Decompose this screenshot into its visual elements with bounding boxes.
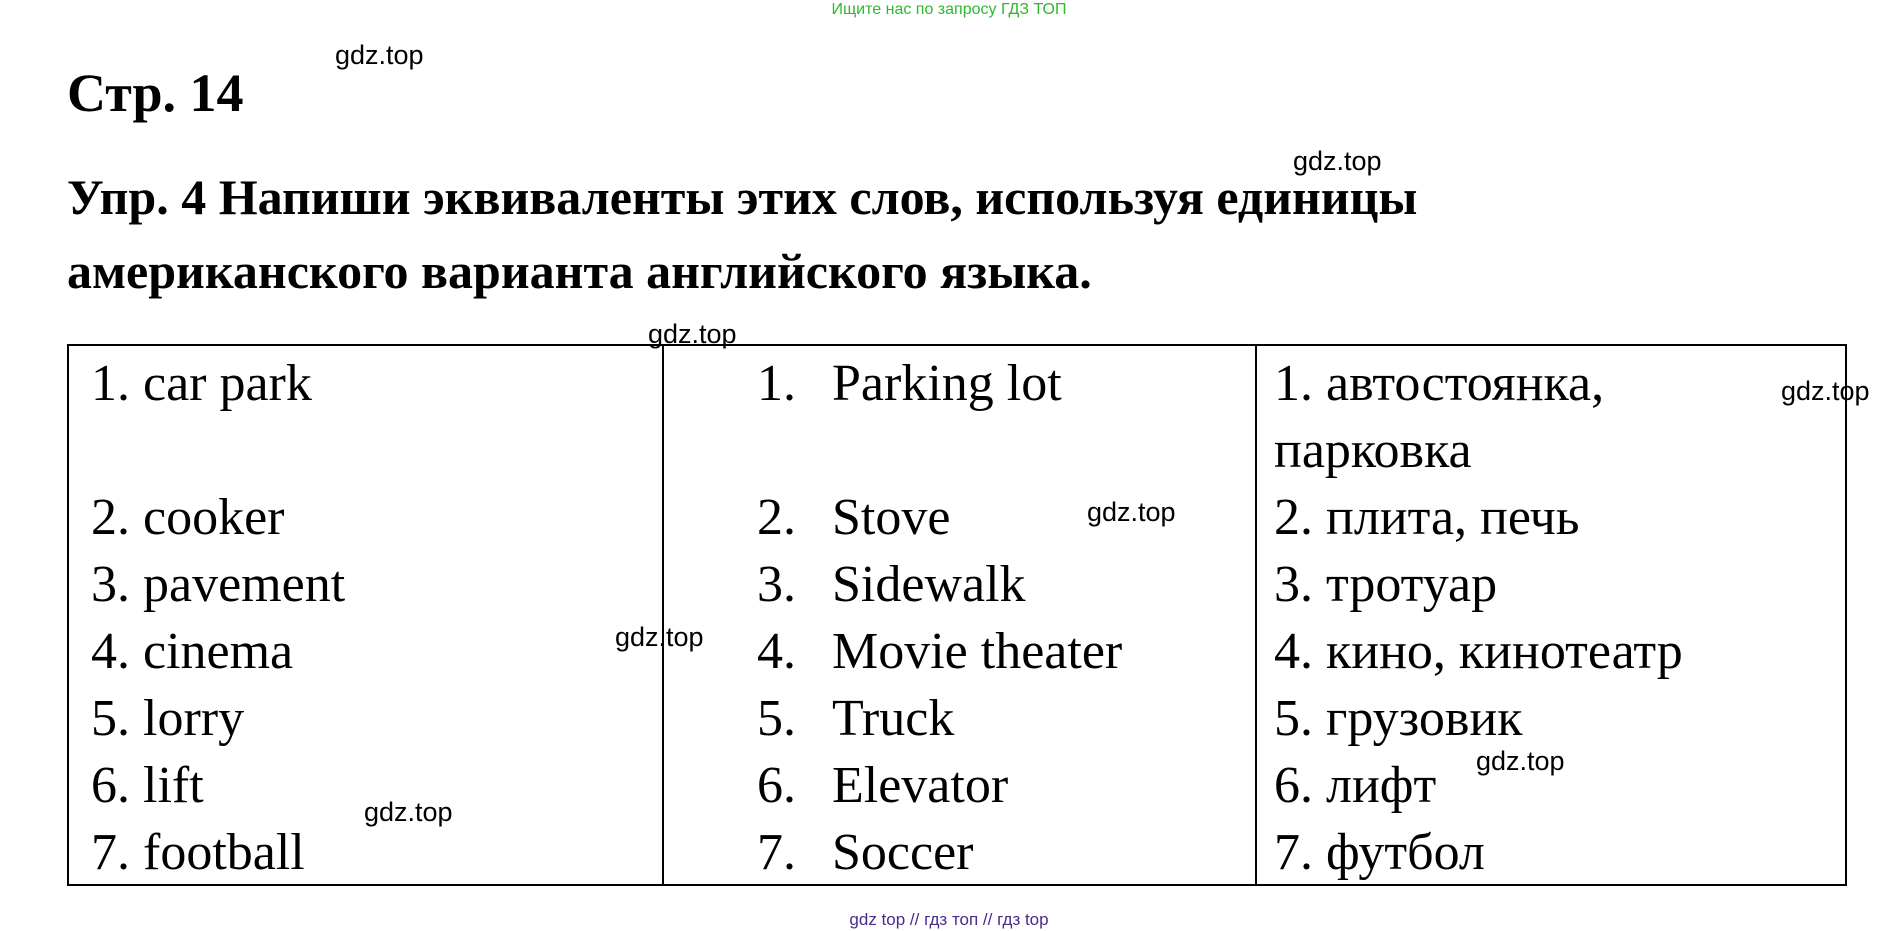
american-word-7: Soccer [832,824,974,881]
american-word-5: Truck [832,690,955,747]
page-title: Стр. 14 [67,63,244,123]
british-word-5: 5. lorry [91,690,245,747]
exercise-heading-line-1: Упр. 4 Напиши эквиваленты этих слов, используя единицы [67,169,1418,225]
watermark: gdz.top [364,797,453,827]
watermark: gdz.top [1087,497,1176,527]
american-number-3: 3. [757,556,796,613]
american-number-7: 7. [757,824,796,881]
watermark: gdz.top [1293,146,1382,176]
british-word-3: 3. pavement [91,556,346,613]
exercise-heading-line-2: американского варианта английского языка. [67,243,1092,299]
top-banner: Ищите нас по запросу ГДЗ ТОП [831,1,1067,18]
russian-word-5: 5. грузовик [1274,690,1523,747]
watermark: gdz.top [335,40,424,70]
british-word-4: 4. cinema [91,623,294,680]
british-word-7: 7. football [91,824,305,881]
american-word-2: Stove [832,489,951,546]
russian-word-1-continued: парковка [1274,422,1472,479]
british-word-1: 1. car park [91,355,312,412]
russian-word-6: 6. лифт [1274,757,1437,814]
american-word-3: Sidewalk [832,556,1026,613]
answer-table [67,344,1847,886]
american-number-2: 2. [757,489,796,546]
american-word-6: Elevator [832,757,1009,814]
russian-word-7: 7. футбол [1274,824,1485,881]
column-divider [1255,346,1257,884]
russian-word-1: 1. автостоянка, [1274,355,1605,412]
russian-word-3: 3. тротуар [1274,556,1498,613]
american-number-1: 1. [757,355,796,412]
british-word-6: 6. lift [91,757,204,814]
column-divider [662,346,664,884]
watermark: gdz.top [1476,746,1565,776]
american-word-4: Movie theater [832,623,1123,680]
watermark: gdz.top [648,319,737,349]
british-word-2: 2. cooker [91,489,285,546]
american-number-4: 4. [757,623,796,680]
watermark: gdz.top [1781,376,1870,406]
footer-links: gdz top // гдз топ // гдз top [849,910,1049,929]
russian-word-4: 4. кино, кинотеатр [1274,623,1683,680]
russian-word-2: 2. плита, печь [1274,489,1580,546]
american-number-6: 6. [757,757,796,814]
american-word-1: Parking lot [832,355,1062,412]
american-number-5: 5. [757,690,796,747]
watermark: gdz.top [615,622,704,652]
